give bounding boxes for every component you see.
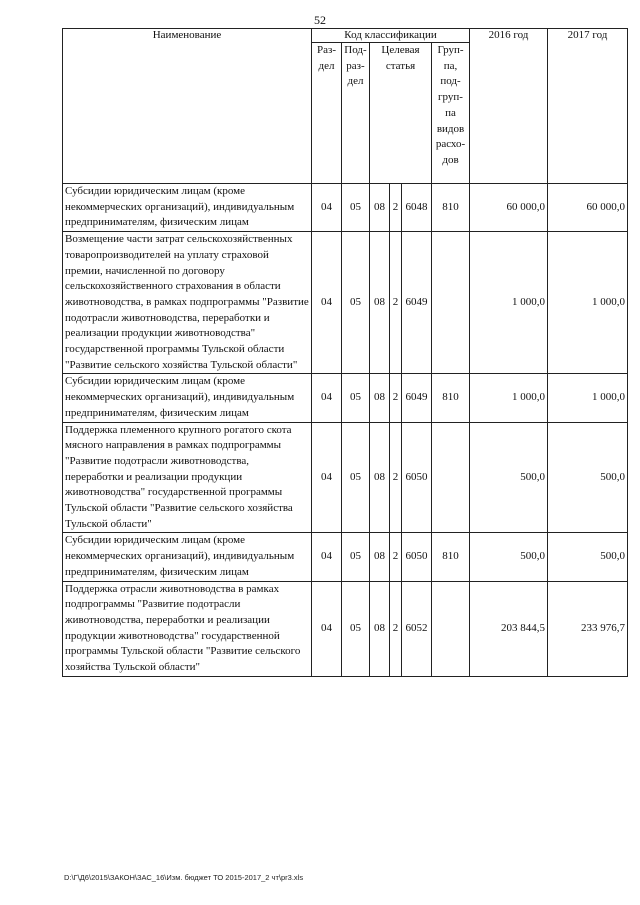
subprogram-code: 2 bbox=[390, 184, 402, 232]
subprogram-code: 2 bbox=[390, 374, 402, 422]
amount-2017: 1 000,0 bbox=[548, 374, 628, 422]
expense-type-code: 810 bbox=[432, 533, 470, 581]
direction-code: 6050 bbox=[402, 533, 432, 581]
budget-table bbox=[62, 28, 628, 677]
subsection-code: 05 bbox=[342, 581, 370, 676]
subsection-code: 05 bbox=[342, 533, 370, 581]
subprogram-code: 2 bbox=[390, 581, 402, 676]
expense-type-code: 810 bbox=[432, 184, 470, 232]
table-row bbox=[63, 581, 628, 676]
expense-type-code: 810 bbox=[432, 374, 470, 422]
table-row bbox=[63, 232, 628, 374]
amount-2017: 1 000,0 bbox=[548, 232, 628, 374]
amount-2016: 203 844,5 bbox=[470, 581, 548, 676]
program-code: 08 bbox=[370, 374, 390, 422]
header-subsection: Под-раз-дел bbox=[342, 43, 370, 184]
subsection-code: 05 bbox=[342, 422, 370, 533]
section-code: 04 bbox=[312, 581, 342, 676]
page-number: 52 bbox=[314, 13, 326, 27]
program-code: 08 bbox=[370, 184, 390, 232]
amount-2016: 500,0 bbox=[470, 533, 548, 581]
row-name: Поддержка племенного крупного рогатого скота мясного направления в рамках подпрограммы "Развитие подотрасли животноводства, переработки и реализации продукции животноводства" государственной программы Тульской области "Развитие сельского хозяйства Тульской области" bbox=[63, 422, 312, 533]
row-name: Субсидии юридическим лицам (кроме некоммерческих организаций), индивидуальным предпринимателям, физическим лицам bbox=[63, 533, 312, 581]
subsection-code: 05 bbox=[342, 232, 370, 374]
amount-2017: 500,0 bbox=[548, 422, 628, 533]
amount-2017: 60 000,0 bbox=[548, 184, 628, 232]
amount-2016: 1 000,0 bbox=[470, 374, 548, 422]
footer-file-path: D:\Г\Д6\2015\ЗАКОН\ЗАС_16\Изм. бюджет ТО 2015-2017_2 чт\pr3.xls bbox=[64, 873, 304, 882]
table-row bbox=[63, 184, 628, 232]
program-code: 08 bbox=[370, 581, 390, 676]
table-row bbox=[63, 374, 628, 422]
program-code: 08 bbox=[370, 422, 390, 533]
section-code: 04 bbox=[312, 422, 342, 533]
subsection-code: 05 bbox=[342, 374, 370, 422]
row-name: Возмещение части затрат сельскохозяйственных товаропроизводителей на уплату страховой премии, начисленной по договору сельскохозяйственного страхования в области животноводства, в рамках подпрограммы "Развитие подотрасли животноводства, переработки и реализации продукции животноводства" государственной программы Тульской области "Развитие сельского хозяйства Тульской области" bbox=[63, 232, 312, 374]
amount-2016: 1 000,0 bbox=[470, 232, 548, 374]
row-name: Субсидии юридическим лицам (кроме некоммерческих организаций), индивидуальным предпринимателям, физическим лицам bbox=[63, 374, 312, 422]
header-expense-group: Груп-па, под-груп-па видов расхо-дов bbox=[432, 43, 470, 184]
direction-code: 6048 bbox=[402, 184, 432, 232]
program-code: 08 bbox=[370, 232, 390, 374]
row-name: Субсидии юридическим лицам (кроме некоммерческих организаций), индивидуальным предпринимателям, физическим лицам bbox=[63, 184, 312, 232]
amount-2017: 233 976,7 bbox=[548, 581, 628, 676]
section-code: 04 bbox=[312, 232, 342, 374]
subprogram-code: 2 bbox=[390, 232, 402, 374]
expense-type-code bbox=[432, 232, 470, 374]
program-code: 08 bbox=[370, 533, 390, 581]
header-year-2016: 2016 год bbox=[470, 29, 548, 184]
amount-2016: 60 000,0 bbox=[470, 184, 548, 232]
table-row bbox=[63, 422, 628, 533]
table-row bbox=[63, 533, 628, 581]
subsection-code: 05 bbox=[342, 184, 370, 232]
header-section: Раз-дел bbox=[312, 43, 342, 184]
row-name: Поддержка отрасли животноводства в рамках подпрограммы "Развитие подотрасли животноводства, переработки и реализации продукции животноводства" государственной программы Тульской области "Развитие сельского хозяйства Тульской области" bbox=[63, 581, 312, 676]
header-year-2017: 2017 год bbox=[548, 29, 628, 184]
direction-code: 6049 bbox=[402, 232, 432, 374]
amount-2017: 500,0 bbox=[548, 533, 628, 581]
subprogram-code: 2 bbox=[390, 533, 402, 581]
section-code: 04 bbox=[312, 184, 342, 232]
expense-type-code bbox=[432, 422, 470, 533]
expense-type-code bbox=[432, 581, 470, 676]
direction-code: 6052 bbox=[402, 581, 432, 676]
header-code-group: Код классификации bbox=[312, 29, 470, 43]
subprogram-code: 2 bbox=[390, 422, 402, 533]
section-code: 04 bbox=[312, 533, 342, 581]
direction-code: 6049 bbox=[402, 374, 432, 422]
header-target-item: Целевая статья bbox=[370, 43, 432, 184]
amount-2016: 500,0 bbox=[470, 422, 548, 533]
header-name: Наименование bbox=[63, 29, 312, 184]
direction-code: 6050 bbox=[402, 422, 432, 533]
section-code: 04 bbox=[312, 374, 342, 422]
